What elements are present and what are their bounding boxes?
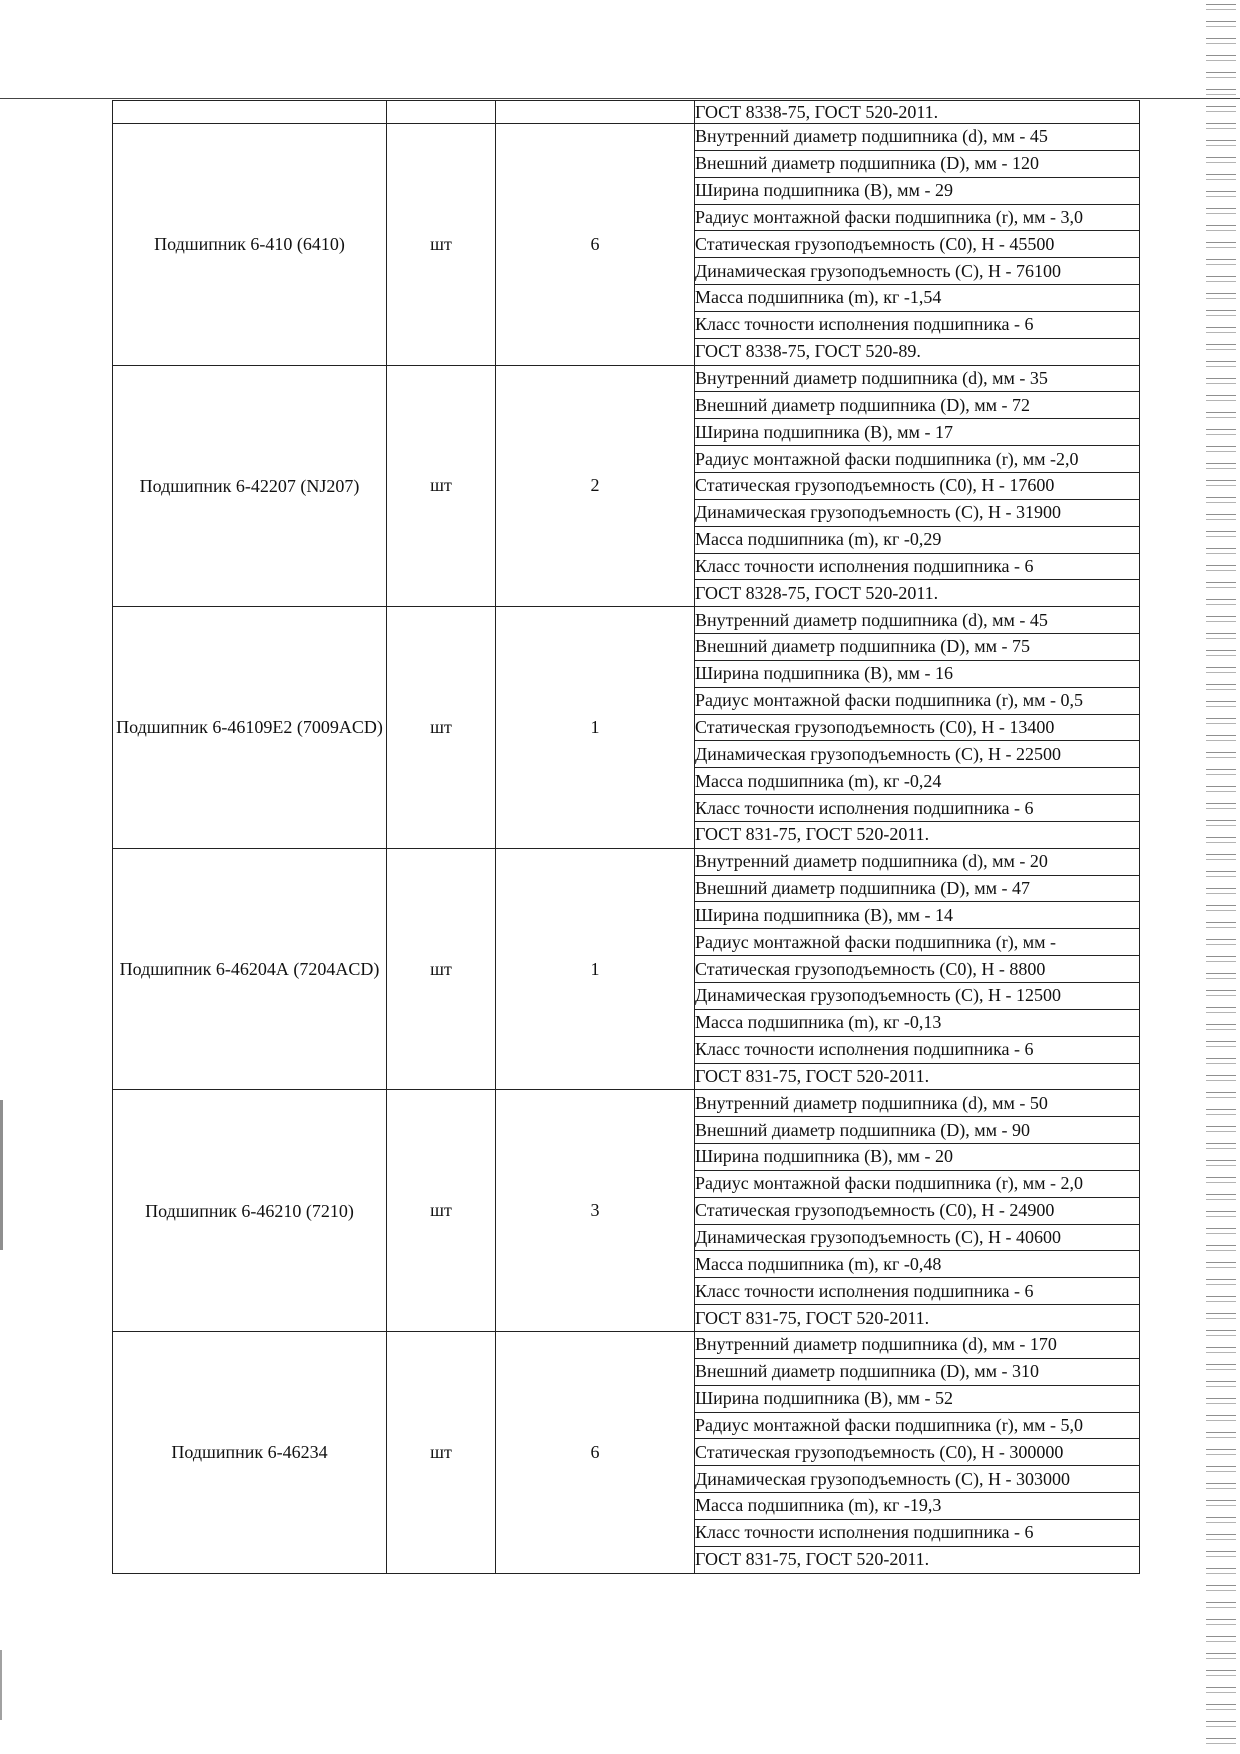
table-row [113, 365, 1140, 392]
unit-cell: шт [387, 365, 496, 607]
spec-property: Масса подшипника (m), кг -0,24 [695, 768, 1140, 795]
spec-property: Внутренний диаметр подшипника (d), мм - 170 [695, 1331, 1140, 1358]
spec-property: ГОСТ 831-75, ГОСТ 520-2011. [695, 1546, 1140, 1573]
spec-property: Внутренний диаметр подшипника (d), мм - 45 [695, 607, 1140, 634]
spec-property: Внешний диаметр подшипника (D), мм - 90 [695, 1117, 1140, 1144]
unit-cell: шт [387, 124, 496, 366]
spec-property: Внешний диаметр подшипника (D), мм - 47 [695, 875, 1140, 902]
unit-cell-empty [387, 101, 496, 124]
bearing-name: Подшипник 6-46234 [113, 1331, 387, 1573]
spec-property: Ширина подшипника (B), мм - 17 [695, 419, 1140, 446]
spec-property: Статическая грузоподъемность (C0), Н - 45500 [695, 231, 1140, 258]
bearing-name: Подшипник 6-42207 (NJ207) [113, 365, 387, 607]
spec-property: Статическая грузоподъемность (C0), Н - 300000 [695, 1439, 1140, 1466]
spec-property: Статическая грузоподъемность (C0), Н - 13400 [695, 714, 1140, 741]
spec-property: Масса подшипника (m), кг -19,3 [695, 1493, 1140, 1520]
spec-property: Ширина подшипника (B), мм - 20 [695, 1144, 1140, 1171]
unit-cell: шт [387, 1331, 496, 1573]
spec-property: Внешний диаметр подшипника (D), мм - 120 [695, 150, 1140, 177]
spec-property: Ширина подшипника (B), мм - 29 [695, 177, 1140, 204]
unit-cell: шт [387, 1090, 496, 1332]
spec-property: Класс точности исполнения подшипника - 6 [695, 553, 1140, 580]
qty-cell-empty [496, 101, 695, 124]
spec-property: Внешний диаметр подшипника (D), мм - 310 [695, 1358, 1140, 1385]
spec-property: Класс точности исполнения подшипника - 6 [695, 1519, 1140, 1546]
spec-property: Масса подшипника (m), кг -0,29 [695, 526, 1140, 553]
scan-top-line [0, 98, 1240, 99]
spec-property: ГОСТ 831-75, ГОСТ 520-2011. [695, 821, 1140, 848]
spec-property: Радиус монтажной фаски подшипника (r), мм - 3,0 [695, 204, 1140, 231]
spec-property: ГОСТ 831-75, ГОСТ 520-2011. [695, 1063, 1140, 1090]
spec-property: Статическая грузоподъемность (C0), Н - 17600 [695, 472, 1140, 499]
spec-property: Динамическая грузоподъемность (С), Н - 40600 [695, 1224, 1140, 1251]
spec-property: Внешний диаметр подшипника (D), мм - 72 [695, 392, 1140, 419]
scan-left-mark [0, 1100, 3, 1250]
spec-property: Масса подшипника (m), кг -0,13 [695, 1009, 1140, 1036]
spec-property: Ширина подшипника (B), мм - 52 [695, 1385, 1140, 1412]
quantity-cell: 6 [496, 1331, 695, 1573]
spec-property: Класс точности исполнения подшипника - 6 [695, 1278, 1140, 1305]
spec-property: Динамическая грузоподъемность (С), Н - 76100 [695, 258, 1140, 285]
spec-property: Радиус монтажной фаски подшипника (r), мм -2,0 [695, 446, 1140, 473]
quantity-cell: 6 [496, 124, 695, 366]
spec-property: Динамическая грузоподъемность (С), Н - 303000 [695, 1466, 1140, 1493]
spec-property: Ширина подшипника (B), мм - 14 [695, 902, 1140, 929]
unit-cell: шт [387, 848, 496, 1090]
bearing-name: Подшипник 6-46210 (7210) [113, 1090, 387, 1332]
prop-cell: ГОСТ 8338-75, ГОСТ 520-2011. [695, 101, 1140, 124]
spec-property: Радиус монтажной фаски подшипника (r), мм - 2,0 [695, 1170, 1140, 1197]
spec-property: Внутренний диаметр подшипника (d), мм - 45 [695, 124, 1140, 151]
scan-edge-marks [1206, 0, 1236, 1754]
table-row [113, 124, 1140, 151]
spec-property: Внутренний диаметр подшипника (d), мм - 20 [695, 848, 1140, 875]
spec-property: Масса подшипника (m), кг -0,48 [695, 1251, 1140, 1278]
quantity-cell: 1 [496, 848, 695, 1090]
table-row [113, 848, 1140, 875]
spec-property: Ширина подшипника (B), мм - 16 [695, 660, 1140, 687]
spec-property: Динамическая грузоподъемность (С), Н - 31900 [695, 499, 1140, 526]
spec-property: Динамическая грузоподъемность (С), Н - 22500 [695, 741, 1140, 768]
spec-property: ГОСТ 8338-75, ГОСТ 520-89. [695, 338, 1140, 365]
bearing-name: Подшипник 6-46204А (7204ACD) [113, 848, 387, 1090]
spec-property: Внешний диаметр подшипника (D), мм - 75 [695, 634, 1140, 661]
spec-property: Внутренний диаметр подшипника (d), мм - 50 [695, 1090, 1140, 1117]
quantity-cell: 3 [496, 1090, 695, 1332]
table-row-continuation [113, 101, 1140, 124]
spec-property: ГОСТ 8328-75, ГОСТ 520-2011. [695, 580, 1140, 607]
bearing-spec-table [112, 100, 1140, 1574]
name-cell-empty [113, 101, 387, 124]
spec-property: Статическая грузоподъемность (C0), Н - 8800 [695, 956, 1140, 983]
spec-property: ГОСТ 831-75, ГОСТ 520-2011. [695, 1305, 1140, 1332]
quantity-cell: 1 [496, 607, 695, 849]
bearing-name: Подшипник 6-46109Е2 (7009ACD) [113, 607, 387, 849]
bearing-name: Подшипник 6-410 (6410) [113, 124, 387, 366]
spec-property: Внутренний диаметр подшипника (d), мм - 35 [695, 365, 1140, 392]
spec-property: Радиус монтажной фаски подшипника (r), мм - [695, 929, 1140, 956]
spec-property: Радиус монтажной фаски подшипника (r), мм - 0,5 [695, 687, 1140, 714]
quantity-cell: 2 [496, 365, 695, 607]
spec-property: Радиус монтажной фаски подшипника (r), мм - 5,0 [695, 1412, 1140, 1439]
table-row [113, 1090, 1140, 1117]
spec-property: Масса подшипника (m), кг -1,54 [695, 285, 1140, 312]
table-row [113, 1331, 1140, 1358]
spec-property: Класс точности исполнения подшипника - 6 [695, 311, 1140, 338]
scan-left-bottom-mark [0, 1650, 2, 1720]
unit-cell: шт [387, 607, 496, 849]
spec-property: Динамическая грузоподъемность (С), Н - 12500 [695, 983, 1140, 1010]
spec-property: Статическая грузоподъемность (C0), Н - 24900 [695, 1197, 1140, 1224]
spec-property: Класс точности исполнения подшипника - 6 [695, 795, 1140, 822]
spec-property: Класс точности исполнения подшипника - 6 [695, 1036, 1140, 1063]
table-row [113, 607, 1140, 634]
